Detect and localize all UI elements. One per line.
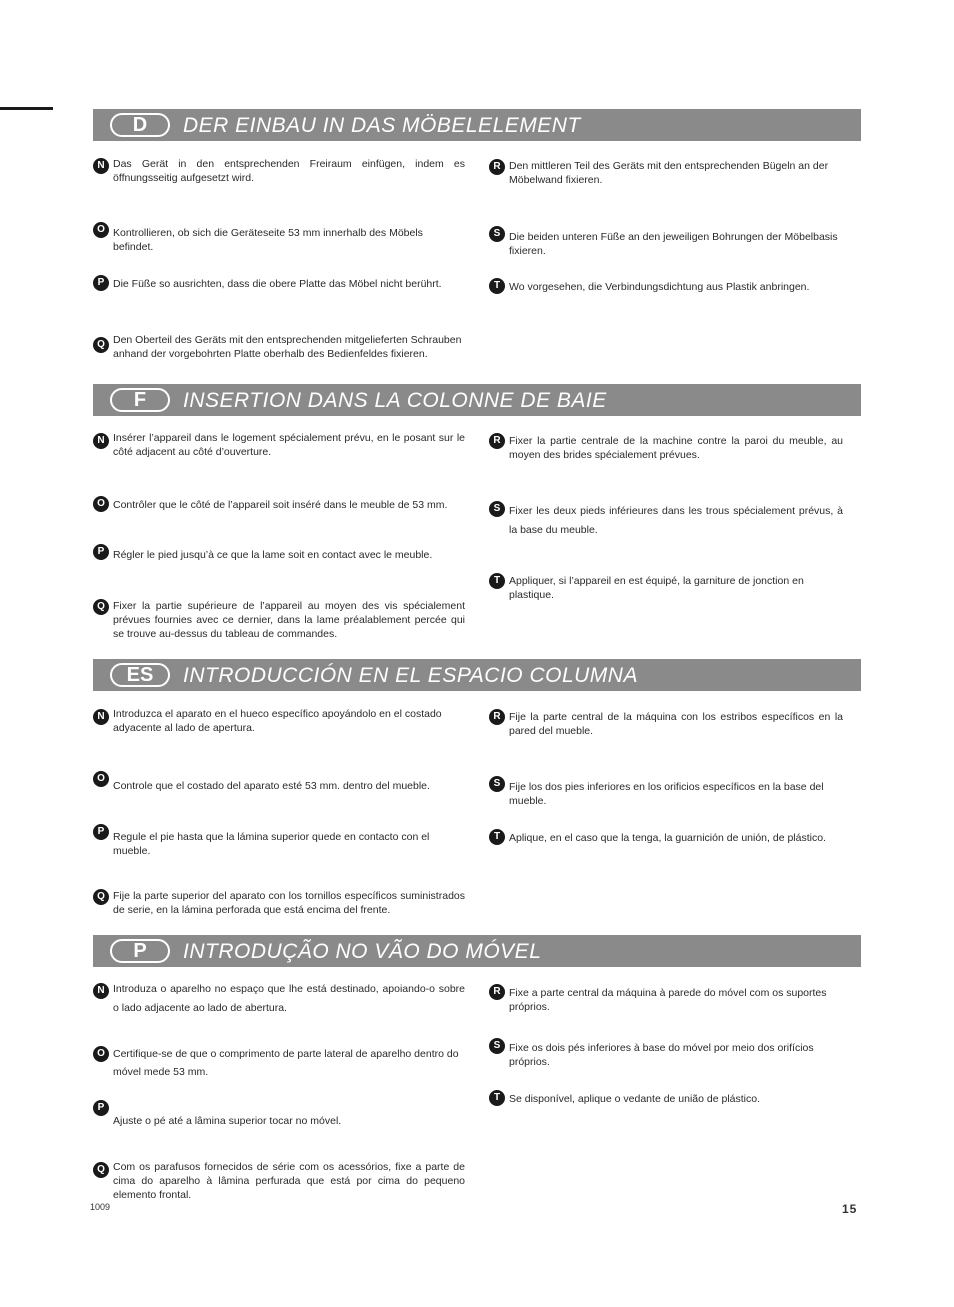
section-banner (93, 384, 861, 416)
step-n: N Introduza o aparelho no espaço que lhe está destinado, apoiando-o sobre o lado adjacente ao lado de abertura. (93, 980, 465, 1018)
step-badge: P (93, 275, 109, 291)
step-r: R Fije la parte central de la máquina con los estribos específicos en la pared del mueble. (489, 710, 843, 738)
language-code-badge: P (110, 939, 170, 963)
section-title: INTRODUÇÃO NO VÃO DO MÓVEL (183, 940, 542, 963)
section-title: INTRODUCCIÓN EN EL ESPACIO COLUMNA (183, 664, 638, 687)
step-n: N Introduzca el aparato en el hueco específico apoyándolo en el costado adyacente al lado de apertura. (93, 707, 465, 735)
section-pt (93, 935, 861, 967)
step-badge: R (489, 159, 505, 175)
step-badge: R (489, 984, 505, 1000)
section-title: INSERTION DANS LA COLONNE DE BAIE (183, 389, 607, 412)
step-q: Q Fije la parte superior del aparato con los tornillos específicos suministrados de serie, en la lámina perforada que está encima del frente. (93, 889, 465, 917)
step-badge: R (489, 709, 505, 725)
language-code-badge: D (110, 113, 170, 137)
step-badge: T (489, 573, 505, 589)
step-badge: Q (93, 599, 109, 615)
document-code: 1009 (90, 1202, 111, 1212)
step-s: S Die beiden unteren Füße an den jeweiligen Bohrungen der Möbelbasis fixieren. (489, 230, 843, 258)
step-badge: O (93, 496, 109, 512)
step-badge: N (93, 433, 109, 449)
step-o: O Controle que el costado del aparato esté 53 mm. dentro del mueble. (93, 779, 465, 793)
language-code-badge: F (110, 388, 170, 412)
step-badge: S (489, 1038, 505, 1054)
step-o: O Contrôler que le côté de l’appareil soit inséré dans le meuble de 53 mm. (93, 498, 465, 512)
language-code-badge: ES (110, 663, 170, 687)
step-badge: N (93, 709, 109, 725)
step-s: S Fixe os dois pés inferiores à base do móvel por meio dos orifícios próprios. (489, 1041, 843, 1069)
step-s: S Fixer les deux pieds inférieures dans les trous spécialement prévus, à la base du meuble. (489, 502, 843, 540)
step-badge: N (93, 983, 109, 999)
step-s: S Fije los dos pies inferiores en los orificios específicos en la base del mueble. (489, 780, 843, 808)
step-p: P Régler le pied jusqu’à ce que la lame soit en contact avec le meuble. (93, 548, 465, 562)
step-t: T Se disponível, aplique o vedante de união de plástico. (489, 1092, 843, 1106)
section-banner (93, 109, 861, 141)
step-badge: Q (93, 337, 109, 353)
step-r: R Den mittleren Teil des Geräts mit den entsprechenden Bügeln an der Möbelwand fixieren. (489, 159, 843, 187)
step-q: Q Com os parafusos fornecidos de série com os acessórios, fixe a parte de cima do aparelho à lâmina perfurada que está por cima do pequeno elemento frontal. (93, 1160, 465, 1202)
section-fr (93, 384, 861, 416)
step-p: P Die Füße so ausrichten, dass die obere Platte das Möbel nicht berührt. (93, 277, 465, 291)
step-badge: P (93, 1100, 109, 1116)
step-t: T Wo vorgesehen, die Verbindungsdichtung aus Plastik anbringen. (489, 280, 843, 294)
section-banner (93, 935, 861, 967)
step-badge: Q (93, 889, 109, 905)
step-q: Q Fixer la partie supérieure de l’appareil au moyen des vis spécialement prévues fournies avec ce dernier, dans la lame préalablement percée qui se trouve au-dessus du tableau de commandes. (93, 599, 465, 641)
step-badge: T (489, 278, 505, 294)
step-r: R Fixe a parte central da máquina à parede do móvel com os suportes próprios. (489, 986, 843, 1014)
step-q: Q Den Oberteil des Geräts mit den entsprechenden mitgelieferten Schrauben anhand der vorgebohrten Platte oberhalb des Bedienfeldes fixieren. (93, 333, 465, 361)
step-t: T Aplique, en el caso que la tenga, la guarnición de unión, de plástico. (489, 831, 843, 845)
step-n: N Das Gerät in den entsprechenden Freiraum einfügen, indem es öffnungsseitig aufgesetzt wird. (93, 157, 465, 185)
step-badge: Q (93, 1162, 109, 1178)
step-badge: S (489, 776, 505, 792)
step-badge: P (93, 544, 109, 560)
step-o: O Certifique-se de que o comprimento de parte lateral de aparelho dentro do móvel mede 53 mm. (93, 1045, 465, 1081)
step-badge: T (489, 1090, 505, 1106)
step-o: O Kontrollieren, ob sich die Geräteseite 53 mm innerhalb des Möbels befindet. (93, 226, 465, 254)
step-badge: N (93, 158, 109, 174)
section-es (93, 659, 861, 691)
step-badge: S (489, 501, 505, 517)
section-de (93, 109, 861, 141)
section-banner (93, 659, 861, 691)
top-rule (0, 107, 53, 110)
step-p: P Regule el pie hasta que la lámina superior quede en contacto con el mueble. (93, 830, 465, 858)
step-n: N Insérer l’appareil dans le logement spécialement prévu, en le posant sur le côté adjacent au côté d’ouverture. (93, 431, 465, 459)
step-p: P Ajuste o pé até a lâmina superior tocar no móvel. (93, 1114, 465, 1128)
page-number: 15 (842, 1202, 858, 1216)
step-badge: O (93, 771, 109, 787)
step-badge: T (489, 829, 505, 845)
section-title: DER EINBAU IN DAS MÖBELELEMENT (183, 114, 581, 137)
step-badge: O (93, 222, 109, 238)
step-t: T Appliquer, si l’appareil en est équipé, la garniture de jonction en plastique. (489, 574, 843, 602)
step-badge: R (489, 433, 505, 449)
step-badge: S (489, 226, 505, 242)
step-badge: O (93, 1046, 109, 1062)
step-r: R Fixer la partie centrale de la machine contre la paroi du meuble, au moyen des brides spécialement prévues. (489, 434, 843, 462)
step-badge: P (93, 824, 109, 840)
